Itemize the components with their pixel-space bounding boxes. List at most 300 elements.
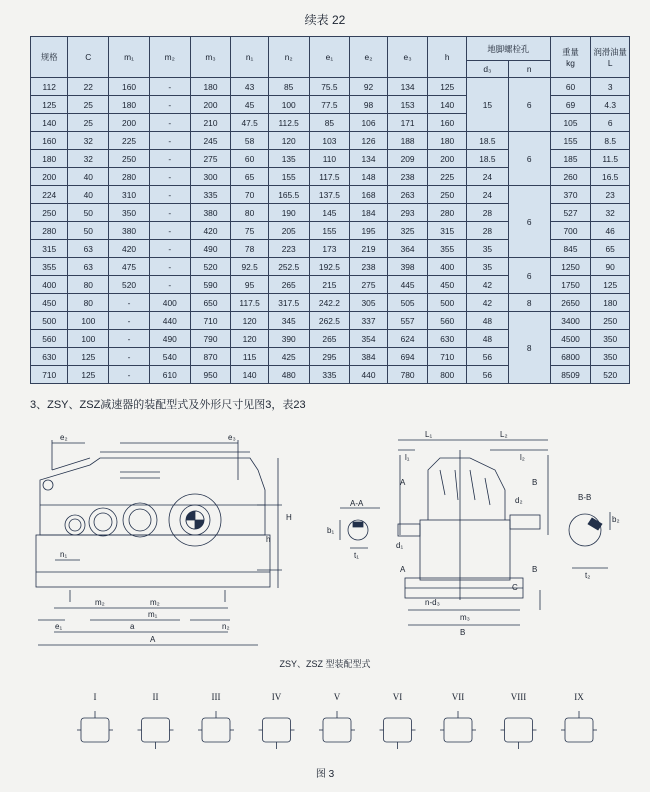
table-cell: - xyxy=(149,132,190,150)
table-cell: 63 xyxy=(68,240,109,258)
table-cell: 650 xyxy=(190,294,231,312)
table-cell: - xyxy=(149,222,190,240)
table-cell-weight: 155 xyxy=(550,132,591,150)
assembly-type-label: III xyxy=(211,692,221,702)
table-cell-d3: 35 xyxy=(466,240,508,258)
table-cell-d3: 18.5 xyxy=(466,132,508,150)
table-cell-weight: 700 xyxy=(550,222,591,240)
table-cell: 145 xyxy=(309,204,350,222)
table-cell: 117.5 xyxy=(231,294,268,312)
table-cell-d3: 48 xyxy=(466,330,508,348)
label-l2: l₂ xyxy=(520,453,525,462)
table-cell-weight: 105 xyxy=(550,114,591,132)
table-cell: 160 xyxy=(428,114,467,132)
table-cell-weight: 8509 xyxy=(550,366,591,384)
table-cell: 70 xyxy=(231,186,268,204)
table-cell: 500 xyxy=(428,294,467,312)
side-view-drawing xyxy=(398,440,548,625)
table-cell: 315 xyxy=(428,222,467,240)
assembly-type-icon xyxy=(501,718,537,749)
assembly-type-label: V xyxy=(333,692,341,702)
table-cell: 112.5 xyxy=(268,114,309,132)
table-cell: - xyxy=(149,96,190,114)
table-cell: 188 xyxy=(387,132,428,150)
table-cell-oil: 65 xyxy=(591,240,630,258)
table-cell: - xyxy=(149,204,190,222)
assembly-type-icon xyxy=(440,711,476,742)
table-cell-n: 6 xyxy=(508,258,550,294)
table-cell: 490 xyxy=(149,330,190,348)
table-cell: 250 xyxy=(428,186,467,204)
table-cell: 630 xyxy=(31,348,68,366)
table-cell: 398 xyxy=(387,258,428,276)
table-cell: 160 xyxy=(109,78,150,96)
table-cell-oil: 46 xyxy=(591,222,630,240)
assembly-type-label: II xyxy=(152,692,159,702)
table-cell: 180 xyxy=(428,132,467,150)
table-cell-n: 6 xyxy=(508,132,550,186)
table-cell: 50 xyxy=(68,222,109,240)
table-cell: 45 xyxy=(231,96,268,114)
table-cell: - xyxy=(109,366,150,384)
table-cell: - xyxy=(149,78,190,96)
table-cell: 223 xyxy=(268,240,309,258)
assembly-type-label: IV xyxy=(271,692,282,702)
table-cell: 125 xyxy=(68,348,109,366)
table-cell-oil: 23 xyxy=(591,186,630,204)
table-cell: 242.2 xyxy=(309,294,350,312)
table-cell: 22 xyxy=(68,78,109,96)
table-cell: 134 xyxy=(350,150,387,168)
table-cell: 120 xyxy=(231,312,268,330)
table-cell-d3: 56 xyxy=(466,366,508,384)
table-cell: 137.5 xyxy=(309,186,350,204)
table-cell: 400 xyxy=(428,258,467,276)
assembly-type-icon xyxy=(77,711,113,742)
table-cell: 380 xyxy=(109,222,150,240)
table-cell: 337 xyxy=(350,312,387,330)
table-cell-d3: 35 xyxy=(466,258,508,276)
table-cell-d3: 28 xyxy=(466,204,508,222)
table-cell: 800 xyxy=(428,366,467,384)
table-cell: 950 xyxy=(190,366,231,384)
table-cell: 245 xyxy=(190,132,231,150)
table-cell: 200 xyxy=(428,150,467,168)
table-cell: 106 xyxy=(350,114,387,132)
table-cell: 490 xyxy=(190,240,231,258)
table-title: 续表 22 xyxy=(304,13,346,27)
table-cell: 520 xyxy=(190,258,231,276)
figure-number: 图 3 xyxy=(315,769,335,780)
table-cell: 78 xyxy=(231,240,268,258)
table-cell: 125 xyxy=(428,78,467,96)
table-cell: 263 xyxy=(387,186,428,204)
table-cell: 168 xyxy=(350,186,387,204)
table-cell-d3: 24 xyxy=(466,168,508,186)
table-cell-oil: 4.3 xyxy=(591,96,630,114)
table-cell-oil: 6 xyxy=(591,114,630,132)
table-cell: 500 xyxy=(31,312,68,330)
table-cell-weight: 6800 xyxy=(550,348,591,366)
table-cell: 75 xyxy=(231,222,268,240)
table-cell: 155 xyxy=(268,168,309,186)
table-cell: 184 xyxy=(350,204,387,222)
table-cell: 305 xyxy=(350,294,387,312)
table-cell: 380 xyxy=(190,204,231,222)
table-cell: 225 xyxy=(428,168,467,186)
table-cell: 780 xyxy=(387,366,428,384)
table-cell: 95 xyxy=(231,276,268,294)
table-cell: 32 xyxy=(68,132,109,150)
table-cell: 345 xyxy=(268,312,309,330)
table-cell: - xyxy=(149,150,190,168)
assembly-type-icon xyxy=(259,718,295,749)
col-n: n xyxy=(508,61,550,78)
label-L1: L₁ xyxy=(425,430,433,439)
table-cell: - xyxy=(149,168,190,186)
table-cell: 225 xyxy=(109,132,150,150)
table-cell: 250 xyxy=(31,204,68,222)
table-cell-d3: 15 xyxy=(466,78,508,132)
assembly-type-icon xyxy=(319,711,355,742)
table-cell: 210 xyxy=(190,114,231,132)
table-cell-oil: 350 xyxy=(591,330,630,348)
table-cell: 335 xyxy=(309,366,350,384)
table-cell: 115 xyxy=(231,348,268,366)
table-cell: 100 xyxy=(68,312,109,330)
table-cell: 80 xyxy=(231,204,268,222)
table-cell: - xyxy=(149,240,190,258)
table-cell: - xyxy=(149,114,190,132)
table-cell: 47.5 xyxy=(231,114,268,132)
table-cell: 85 xyxy=(309,114,350,132)
table-cell: 98 xyxy=(350,96,387,114)
assembly-type-labels xyxy=(94,692,585,702)
label-m3: m₃ xyxy=(460,613,470,622)
label-l1: l₁ xyxy=(405,453,410,462)
table-cell-n: 8 xyxy=(508,294,550,312)
table-cell: 63 xyxy=(68,258,109,276)
table-cell: 120 xyxy=(268,132,309,150)
table-cell: 219 xyxy=(350,240,387,258)
label-L2: L₂ xyxy=(500,430,508,439)
label-AA: A-A xyxy=(350,499,364,508)
table-cell: - xyxy=(109,312,150,330)
table-cell: 590 xyxy=(190,276,231,294)
label-b2: b₂ xyxy=(612,515,620,524)
label-A-side-bottom: A xyxy=(400,565,406,574)
table-cell: 117.5 xyxy=(309,168,350,186)
table-cell: 540 xyxy=(149,348,190,366)
col-weight: 重量 kg xyxy=(550,37,591,78)
table-cell: 710 xyxy=(190,312,231,330)
table-cell: 110 xyxy=(309,150,350,168)
table-cell: 103 xyxy=(309,132,350,150)
table-cell: 265 xyxy=(309,330,350,348)
table-cell: 180 xyxy=(109,96,150,114)
label-BB: B-B xyxy=(578,493,592,502)
table-cell: 400 xyxy=(31,276,68,294)
col-n1: n₁ xyxy=(231,37,268,78)
table-cell: 420 xyxy=(190,222,231,240)
table-cell: 425 xyxy=(268,348,309,366)
table-cell: 125 xyxy=(68,366,109,384)
table-cell: 80 xyxy=(68,276,109,294)
table-cell: 192.5 xyxy=(309,258,350,276)
label-m1: m₁ xyxy=(148,610,158,619)
table-cell: - xyxy=(149,258,190,276)
label-e1: e₁ xyxy=(55,622,63,631)
section-bb-drawing xyxy=(569,512,610,568)
table-cell: 205 xyxy=(268,222,309,240)
table-cell: 354 xyxy=(350,330,387,348)
table-cell: 80 xyxy=(68,294,109,312)
table-cell: 275 xyxy=(190,150,231,168)
table-cell: 252.5 xyxy=(268,258,309,276)
table-cell-weight: 3400 xyxy=(550,312,591,330)
assembly-type-label: I xyxy=(93,692,97,702)
table-cell: 153 xyxy=(387,96,428,114)
label-n2: n₂ xyxy=(222,622,230,631)
label-d2: d₂ xyxy=(515,496,523,505)
table-cell: 100 xyxy=(68,330,109,348)
label-nd3: n-d₃ xyxy=(425,598,440,607)
table-cell: 180 xyxy=(190,78,231,96)
table-cell: - xyxy=(149,186,190,204)
table-cell-oil: 32 xyxy=(591,204,630,222)
table-cell: 275 xyxy=(350,276,387,294)
table-cell: 200 xyxy=(190,96,231,114)
table-cell: 505 xyxy=(387,294,428,312)
assembly-type-icon xyxy=(138,718,174,749)
label-C: C xyxy=(512,583,518,592)
col-m1: m₁ xyxy=(109,37,150,78)
table-cell-n: 6 xyxy=(508,186,550,258)
col-e1: e₁ xyxy=(309,37,350,78)
table-cell: 155 xyxy=(309,222,350,240)
label-H: H xyxy=(286,513,292,522)
table-cell: 126 xyxy=(350,132,387,150)
table-cell: 710 xyxy=(428,348,467,366)
table-cell: 190 xyxy=(268,204,309,222)
table-cell-weight: 69 xyxy=(550,96,591,114)
table-cell: 295 xyxy=(309,348,350,366)
col-n2: n₂ xyxy=(268,37,309,78)
table-cell: 350 xyxy=(109,204,150,222)
table-cell: 250 xyxy=(109,150,150,168)
table-cell: 58 xyxy=(231,132,268,150)
table-cell-d3: 42 xyxy=(466,276,508,294)
table-cell-weight: 370 xyxy=(550,186,591,204)
table-cell-weight: 260 xyxy=(550,168,591,186)
assembly-type-icon xyxy=(380,718,416,749)
table-cell: 125 xyxy=(31,96,68,114)
table-cell: 65 xyxy=(231,168,268,186)
table-cell: 440 xyxy=(149,312,190,330)
section-aa-drawing xyxy=(340,508,380,548)
label-m2-right: m₂ xyxy=(150,598,160,607)
table-cell-weight: 4500 xyxy=(550,330,591,348)
table-cell: 25 xyxy=(68,96,109,114)
label-h: h xyxy=(266,535,271,544)
table-cell: 355 xyxy=(31,258,68,276)
table-cell: 25 xyxy=(68,114,109,132)
table-cell: 262.5 xyxy=(309,312,350,330)
table-cell: 325 xyxy=(387,222,428,240)
table-cell-d3: 18.5 xyxy=(466,150,508,168)
table-cell: 280 xyxy=(31,222,68,240)
table-cell: 112 xyxy=(31,78,68,96)
table-cell: 224 xyxy=(31,186,68,204)
table-cell: 355 xyxy=(428,240,467,258)
col-e3: e₃ xyxy=(387,37,428,78)
table-cell: - xyxy=(109,294,150,312)
label-d1: d₁ xyxy=(396,541,404,550)
table-cell: 195 xyxy=(350,222,387,240)
table-cell-d3: 28 xyxy=(466,222,508,240)
table-cell: 630 xyxy=(428,330,467,348)
table-cell-d3: 48 xyxy=(466,312,508,330)
assembly-type-icon xyxy=(198,711,234,742)
table-cell-oil: 250 xyxy=(591,312,630,330)
table-cell: 160 xyxy=(31,132,68,150)
label-B-bottom: B xyxy=(460,628,466,637)
table-cell: 209 xyxy=(387,150,428,168)
table-cell: 180 xyxy=(31,150,68,168)
table-cell: 315 xyxy=(31,240,68,258)
col-spec: 规格 xyxy=(31,37,68,78)
table-cell-weight: 2650 xyxy=(550,294,591,312)
table-cell: 92.5 xyxy=(231,258,268,276)
table-cell: 120 xyxy=(231,330,268,348)
table-cell-weight: 1750 xyxy=(550,276,591,294)
table-cell: 77.5 xyxy=(309,96,350,114)
table-cell: 200 xyxy=(109,114,150,132)
table-cell: 400 xyxy=(149,294,190,312)
label-A: A xyxy=(150,635,156,644)
assembly-type-label: VI xyxy=(392,692,403,702)
col-oil: 润滑油量 L xyxy=(591,37,630,78)
table-cell: 215 xyxy=(309,276,350,294)
table-cell: 420 xyxy=(109,240,150,258)
table-cell: 148 xyxy=(350,168,387,186)
table-cell: 560 xyxy=(428,312,467,330)
table-cell: 364 xyxy=(387,240,428,258)
table-cell: 520 xyxy=(109,276,150,294)
table-cell-n: 8 xyxy=(508,312,550,384)
table-cell-oil: 16.5 xyxy=(591,168,630,186)
table-cell: 557 xyxy=(387,312,428,330)
table-cell-weight: 527 xyxy=(550,204,591,222)
table-cell: 300 xyxy=(190,168,231,186)
assembly-type-icon xyxy=(561,711,597,742)
table-cell: 238 xyxy=(387,168,428,186)
table-cell: 85 xyxy=(268,78,309,96)
table-cell: 43 xyxy=(231,78,268,96)
table-cell-n: 6 xyxy=(508,78,550,132)
table-cell-oil: 125 xyxy=(591,276,630,294)
table-cell: 870 xyxy=(190,348,231,366)
table-cell: 135 xyxy=(268,150,309,168)
table-cell-d3: 42 xyxy=(466,294,508,312)
table-cell-weight: 60 xyxy=(550,78,591,96)
table-cell: 200 xyxy=(31,168,68,186)
table-cell: 238 xyxy=(350,258,387,276)
table-cell: 440 xyxy=(350,366,387,384)
col-c: C xyxy=(68,37,109,78)
table-cell: 75.5 xyxy=(309,78,350,96)
table-cell: 134 xyxy=(387,78,428,96)
table-cell: 40 xyxy=(68,186,109,204)
table-cell: 171 xyxy=(387,114,428,132)
table-cell: 694 xyxy=(387,348,428,366)
section-caption: 3、ZSY、ZSZ减速器的装配型式及外形尺寸见图3，表23 xyxy=(30,399,306,411)
table-cell: 280 xyxy=(428,204,467,222)
label-A-side-top: A xyxy=(400,478,406,487)
table-cell: 450 xyxy=(31,294,68,312)
table-cell: 293 xyxy=(387,204,428,222)
table-cell-oil: 90 xyxy=(591,258,630,276)
table-cell-weight: 185 xyxy=(550,150,591,168)
table-cell: 624 xyxy=(387,330,428,348)
label-m2: m₂ xyxy=(95,598,105,607)
col-h: h xyxy=(428,37,467,78)
front-view-drawing xyxy=(36,440,282,645)
col-bolt-hole: 地脚螺栓孔 xyxy=(466,37,550,61)
table-cell: 32 xyxy=(68,150,109,168)
label-e3: e₃ xyxy=(228,433,236,442)
table-cell: 390 xyxy=(268,330,309,348)
table-cell: 100 xyxy=(268,96,309,114)
assembly-type-label: IX xyxy=(574,692,584,702)
label-a: a xyxy=(130,622,135,631)
assembly-type-icons xyxy=(77,711,597,749)
table-cell-weight: 845 xyxy=(550,240,591,258)
table-cell: 384 xyxy=(350,348,387,366)
table-cell: 40 xyxy=(68,168,109,186)
table-cell: 280 xyxy=(109,168,150,186)
table-cell-weight: 1250 xyxy=(550,258,591,276)
table-cell-oil: 180 xyxy=(591,294,630,312)
table-cell: 335 xyxy=(190,186,231,204)
assembly-type-label: VII xyxy=(451,692,465,702)
table-cell: 140 xyxy=(231,366,268,384)
table-cell: 165.5 xyxy=(268,186,309,204)
table-cell: 50 xyxy=(68,204,109,222)
col-m2: m₂ xyxy=(149,37,190,78)
label-e2: e₂ xyxy=(60,433,68,442)
table-cell-oil: 350 xyxy=(591,348,630,366)
table-cell: 173 xyxy=(309,240,350,258)
table-cell: 560 xyxy=(31,330,68,348)
table-cell: - xyxy=(149,276,190,294)
table-cell: 60 xyxy=(231,150,268,168)
table-cell: 92 xyxy=(350,78,387,96)
label-n1: n₁ xyxy=(60,550,68,559)
table-cell-oil: 11.5 xyxy=(591,150,630,168)
table-cell-d3: 24 xyxy=(466,186,508,204)
col-d3: d₃ xyxy=(466,61,508,78)
table-cell: 445 xyxy=(387,276,428,294)
table-cell: 140 xyxy=(428,96,467,114)
table-cell-oil: 3 xyxy=(591,78,630,96)
table-cell: 140 xyxy=(31,114,68,132)
table-cell-d3: 56 xyxy=(466,348,508,366)
table-cell-oil: 8.5 xyxy=(591,132,630,150)
label-t1: t₁ xyxy=(354,551,359,560)
label-B-mid: B xyxy=(532,565,538,574)
table-cell: - xyxy=(109,348,150,366)
